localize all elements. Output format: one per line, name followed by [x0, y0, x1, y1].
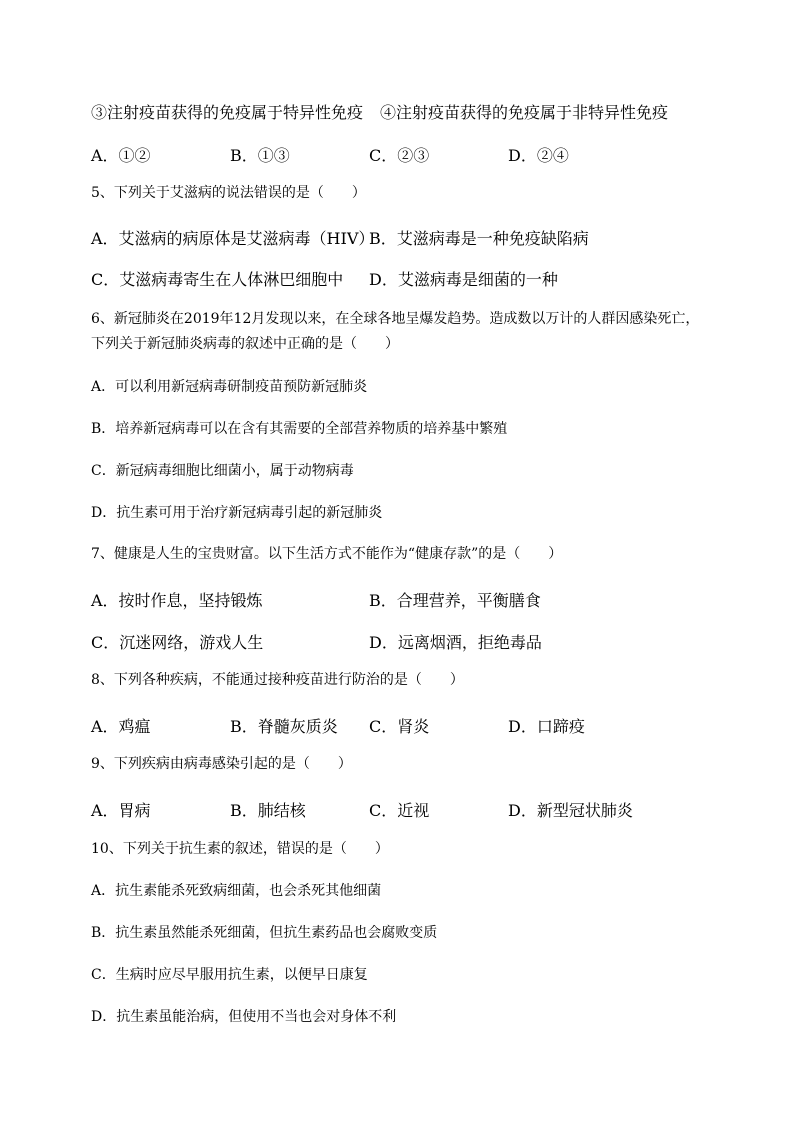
q7-options-row-2	[0, 630, 794, 652]
q10-option-b: B．抗生素虽然能杀死细菌，但抗生素药品也会腐败变质	[91, 925, 438, 941]
q5-option-a: A．艾滋病的病原体是艾滋病毒（HIV）	[91, 229, 375, 248]
q10-stem: 10、下列关于抗生素的叙述，错误的是（ ）	[91, 841, 389, 857]
q6-option-c: C．新冠病毒细胞比细菌小，属于动物病毒	[91, 463, 354, 479]
q8-options-row	[0, 714, 794, 736]
q7-option-c: C．沉迷网络，游戏人生	[91, 633, 264, 652]
q4-statements-row	[0, 100, 794, 122]
q6-option-d: D．抗生素可用于治疗新冠病毒引起的新冠肺炎	[91, 505, 383, 521]
q9-option-a: A．胃病	[91, 801, 151, 820]
q6-option-b: B．培养新冠病毒可以在含有其需要的全部营养物质的培养基中繁殖	[91, 421, 508, 437]
q7-option-b: B．合理营养，平衡膳食	[369, 591, 541, 610]
q4-option-b: B．①③	[230, 146, 290, 165]
q4-option-d: D．②④	[508, 146, 569, 165]
q7-option-d: D．远离烟酒，拒绝毒品	[369, 633, 542, 652]
q5-option-d: D．艾滋病毒是细菌的一种	[369, 270, 558, 289]
q9-options-row	[0, 798, 794, 820]
q9-stem: 9、下列疾病由病毒感染引起的是（ ）	[91, 756, 352, 772]
q8-option-b: B．脊髓灰质炎	[230, 717, 338, 736]
q4-option-a: A．①②	[91, 146, 151, 165]
q7-stem: 7、健康是人生的宝贵财富。以下生活方式不能作为“健康存款”的是（ ）	[91, 546, 563, 562]
q6-stem-line-1: 6、新冠肺炎在2019年12月发现以来，在全球各地呈爆发趋势。造成数以万计的人群因感染死亡，	[91, 311, 700, 327]
q10-option-a: A．抗生素能杀死致病细菌，也会杀死其他细菌	[91, 883, 382, 899]
q6-option-a: A．可以利用新冠病毒研制疫苗预防新冠肺炎	[91, 379, 368, 395]
q4-option-c: C．②③	[369, 146, 430, 165]
q4-statement-4: ④注射疫苗获得的免疫属于非特异性免疫	[380, 103, 669, 122]
q5-stem: 5、下列关于艾滋病的说法错误的是（ ）	[91, 185, 366, 201]
q4-statement-3: ③注射疫苗获得的免疫属于特异性免疫	[91, 103, 364, 122]
q8-option-c: C．肾炎	[369, 717, 430, 736]
q5-options-row-2	[0, 267, 794, 289]
q5-option-c: C．艾滋病毒寄生在人体淋巴细胞中	[91, 270, 344, 289]
q7-option-a: A．按时作息，坚持锻炼	[91, 591, 263, 610]
q9-option-c: C．近视	[369, 801, 430, 820]
q10-option-d: D．抗生素虽能治病，但使用不当也会对身体不利	[91, 1009, 397, 1025]
q8-option-a: A．鸡瘟	[91, 717, 151, 736]
q10-option-c: C．生病时应尽早服用抗生素，以便早日康复	[91, 967, 368, 983]
q5-options-row-1	[0, 226, 794, 248]
q4-options-row	[0, 143, 794, 165]
q5-option-b: B．艾滋病毒是一种免疫缺陷病	[369, 229, 589, 248]
q9-option-d: D．新型冠状肺炎	[508, 801, 633, 820]
q9-option-b: B．肺结核	[230, 801, 306, 820]
q8-stem: 8、下列各种疾病，不能通过接种疫苗进行防治的是（ ）	[91, 672, 464, 688]
q6-stem-line-2: 下列关于新冠肺炎病毒的叙述中正确的是（ ）	[91, 336, 399, 352]
q8-option-d: D．口蹄疫	[508, 717, 585, 736]
q7-options-row-1	[0, 588, 794, 610]
